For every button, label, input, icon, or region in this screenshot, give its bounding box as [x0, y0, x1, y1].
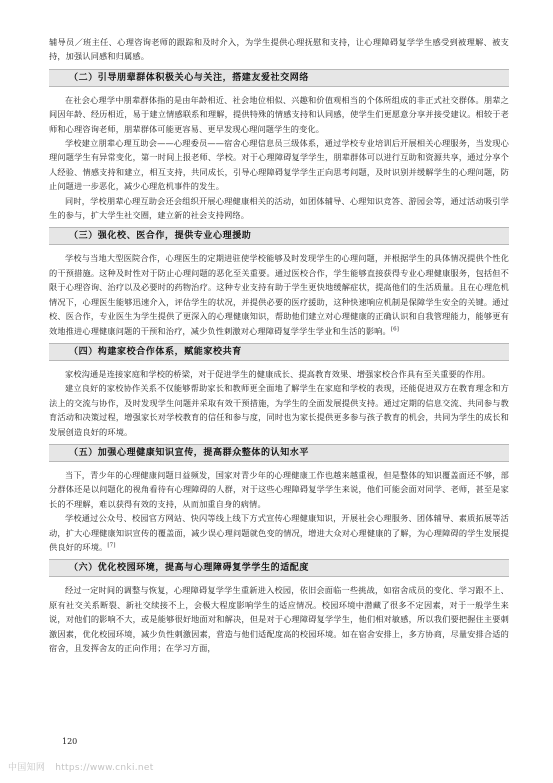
section-heading-text: （二）引导朋辈群体积极关心与关注，搭建友爱社交网络: [69, 72, 310, 83]
paragraph: [49, 511, 509, 554]
paragraph-text: 学校与当地大型医院合作，心理医生的定期进驻使学校能够及时发现学生的心理问题，并根据学生的具体情况提供个性化的干预措施。这种及时性对于防止心理问题的恶化至关重要。通过医校合作，学生能够直接获得专业心理健康服务，包括但不限于心理咨询、治疗以及必要时的药物治疗。这种专业支持有助于学生更快地缓解症状，提高他们的生活质量。且在心理危机情况下，心理医生能够迅速介入，评估学生的状况，并提供必要的医疗援助，这种快速响应机制是保障学生安全的关键。通过校、医合作，专业医生为学生提供了更深入的心理健康知识，帮助他们建立对心理健康的正确认识和自我管理能力，能够更有效地推进心理健康问题的干预和治疗，减少负性刺激对心理障碍复学学生学业和生活的影响。: [49, 253, 509, 336]
watermark-site-name: 中国知网: [8, 763, 46, 773]
section-heading-text: （五）加强心理健康知识宣传，提高群众整体的认知水平: [69, 447, 310, 458]
paragraph: 当下，青少年的心理健康问题日益频发，国家对青少年的心理健康工作也越来越重视，但是整体的知识覆盖面还不够，部分群体还是以问题化的视角看待有心理障碍的人群，对于这些心理障碍复学学生来说，他们可能会面对同学、老师，甚至是家长的不理解，难以获得有效的支持，从而加重自身的病情。: [49, 469, 509, 509]
cnki-watermark: [8, 760, 154, 773]
section-heading: [49, 69, 509, 87]
citation-ref[interactable]: [7]: [107, 542, 116, 549]
citation-ref[interactable]: [6]: [390, 325, 400, 332]
watermark-url: https://www.cnki.net: [55, 763, 154, 773]
section-heading-text: （四）构建家校合作体系，赋能家校共育: [69, 346, 242, 357]
paragraph: 家校沟通是连接家庭和学校的桥梁，对于促进学生的健康成长、提高教育效果、增强家校合作具有至关重要的作用。: [65, 368, 491, 379]
article-body: [49, 35, 509, 655]
section-heading: [49, 444, 509, 462]
section-heading-text: （三）强化校、医合作，提供专业心理援助: [69, 231, 252, 242]
paragraph-text: 学校通过公众号、校园官方网站、快闪等线上线下方式宣传心理健康知识，开展社会心理服务、团体辅导、素质拓展等活动，扩大心理健康知识宣传的覆盖面，减少误心理问题就色变的情况，增进大众对心理健康的了解，为心理障碍的学生发展提供良好的环境。: [49, 513, 509, 552]
section-heading: [49, 343, 509, 361]
paragraph: 同时，学校朋辈心理互助会还会组织开展心理健康相关的活动，如团体辅导、心理知识竞答、游园会等，通过活动吸引学生的参与，扩大学生社交圈，建立新的社会支持网络。: [49, 195, 509, 221]
paragraph: 学校建立朋辈心理互助会——心理委员——宿舍心理信息员三级体系，通过学校专业培训后开展相关心理服务，当发现心理问题学生有异常变化，第一时间上报老师、学校。对于心理障碍复学学生，朋辈群体可以进行互助和资源共享，通过分享个人经验、情感支持和建立，相互支持，共同成长，引导心理障碍复学学生正向思考问题，及时识别并缓解学生的心理问题，防止问题进一步恶化，减少心理危机事件的发生。: [49, 138, 509, 192]
paragraph: 建立良好的家校协作关系不仅能够帮助家长和教师更全面地了解学生在家庭和学校的表现，还能促进双方在教育理念和方法上的交流与协作，及时发现学生问题并采取有效干预措施，为学生的全面发展提供支持。通过定期的信息交流、共同参与教育活动和决策过程，增强家长对学校教育的信任和参与度，同时也为家长提供更多参与孩子教育的机会，共同为学生的成长和发展创造良好的环境。: [49, 383, 509, 437]
page-number: 120: [62, 737, 78, 746]
paragraph: 辅导员／班主任、心理咨询老师的跟踪和及时介入，为学生提供心理抚慰和支持，让心理障碍复学学生感受到被理解、被支持，加强认同感和归属感。: [49, 37, 509, 62]
section-heading: [49, 227, 509, 245]
section-heading: [49, 559, 509, 577]
paragraph: [49, 251, 509, 337]
paragraph: 在社会心理学中朋辈群体指的是由年龄相近、社会地位相似、兴趣和价值观相当的个体所组成的非正式社交群体。朋辈之间因年龄、经历相近，易于建立情感联系和理解，提供特殊的情感支持和认同感，使学生们更愿意分享并接受建议。相较于老师和心理咨询老师，朋辈群体可能更容易、更早发现心理问题学生的变化。: [49, 94, 509, 134]
section-heading-text: （六）优化校园环境，提高与心理障碍复学学生的适配度: [69, 563, 310, 574]
paragraph: 经过一定时间的调整与恢复，心理障碍复学学生重新进入校园，依旧会面临一些挑战，如宿舍成员的变化、学习跟不上、原有社交关系断裂、新社交续接不上，会极大程度影响学生的适应情况。校园环境中潜藏了很多不定因素，对于一般学生来说，对他们的影响不大，或是能够很好地面对和解决，但是对于心理障碍复学学生，他们相对敏感，所以我们要把握住主要刺激因素，优化校园环境，减少负性刺激因素，营造与他们适配度高的校园环境。如在宿舍安排上，多方协商，尽量安排合适的宿舍，且发挥舍友的正向作用；在学习方面，: [49, 585, 509, 653]
